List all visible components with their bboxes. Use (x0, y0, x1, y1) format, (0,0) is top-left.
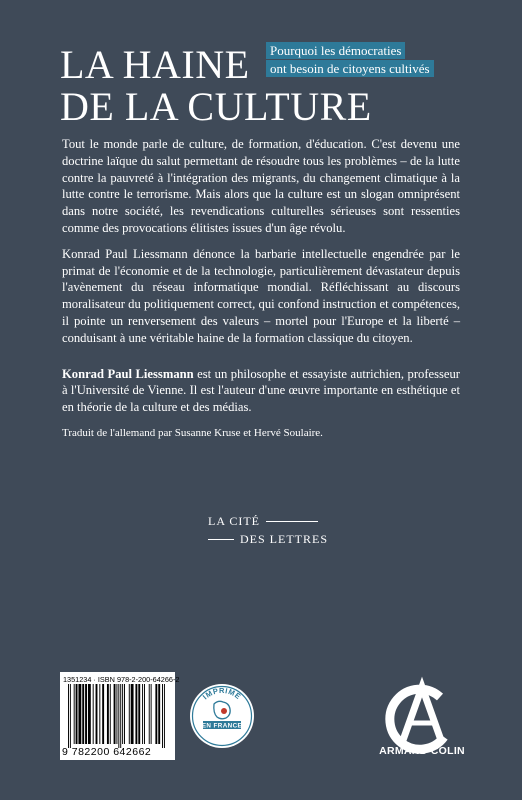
badge-bottom-text: EN FRANCE (201, 722, 243, 730)
barcode-bar (135, 684, 137, 744)
barcode-bar (144, 684, 145, 744)
imprime-en-france-badge-icon (189, 683, 255, 749)
barcode-bar (114, 684, 116, 744)
barcode-bar (96, 684, 98, 744)
blurb-paragraph-1: Tout le monde parle de culture, de formation, d'éducation. C'est devenu une doctrine laïque du salut permettant de résoudre tous les problèmes – de la lutte contre la pauvreté à l'intégration des migrants, du changement climatique à la lutte contre le terrorisme. Mais alors que la culture est un slogan omniprésent dans notre société, les revendications culturelles sérieuses sont ressenties comme des provocations élitistes issues d'un âge révolu. (62, 137, 460, 235)
barcode-bar (110, 684, 111, 744)
barcode-bar (158, 684, 160, 744)
barcode-bar (164, 684, 165, 748)
barcode-bar (124, 684, 125, 744)
collection-rule-1 (266, 521, 318, 522)
title-line-1: LA HAINE (60, 42, 250, 87)
badge-top-text: IMPRIMÉ (200, 686, 243, 702)
barcode-bar (151, 684, 152, 744)
barcode-bar (85, 684, 87, 744)
barcode-bar (82, 684, 84, 744)
author-bio-text: est un philosophe et essayiste autrichien, professeur à l'Université de Vienne. Il est l'auteur d'une œuvre importante en esthétique et en théorie de la culture et des médias. (62, 366, 460, 415)
blurb (62, 136, 460, 449)
barcode-bar (155, 684, 157, 744)
barcode-bar (102, 684, 104, 744)
barcode-bar (131, 684, 134, 744)
barcode-bar (74, 684, 75, 744)
barcode-bar (116, 684, 117, 744)
publisher-name: ARMAND COLIN (379, 745, 465, 757)
blurb-paragraph-2: Konrad Paul Liessmann dénonce la barbarie intellectuelle engendrée par le primat de l'économie et de la technologie, particulièrement dévastateur depuis l'avènement du réseau informatique mondial. Réfléchissant au discours moralisateur du politiquement correct, qui confond instruction et compétences, il pointe un renversement des valeurs – mortel pour l'Europe et la liberté – conduisant à une véritable haine de la formation classique du citoyen. (62, 246, 460, 345)
barcode-bar (78, 684, 81, 744)
barcode-bar (129, 684, 130, 744)
barcode-bar (118, 684, 119, 748)
translation-credit: Traduit de l'allemand par Susanne Kruse et Hervé Soulaire. (62, 426, 323, 439)
barcode-bar (162, 684, 163, 748)
author-name: Konrad Paul Liessmann (62, 366, 194, 381)
collection-line-2: DES LETTRES (240, 531, 328, 546)
subtitle-line-2: ont besoin de citoyens cultivés (266, 60, 434, 77)
title-line-2: DE LA CULTURE (60, 84, 372, 129)
collection-line-1: LA CITÉ (208, 513, 260, 528)
barcode-bar (149, 684, 150, 744)
collection-name (208, 512, 328, 548)
barcode-bar (93, 684, 94, 744)
barcode-block (60, 672, 180, 760)
author-bio (62, 366, 460, 416)
barcode-bar (142, 684, 143, 744)
barcode-bar (138, 684, 140, 744)
barcode-bar (88, 684, 91, 744)
barcode-bar (107, 684, 109, 744)
collection-rule-2 (208, 539, 234, 540)
barcode-bar (68, 684, 69, 748)
barcode-bar (70, 684, 71, 748)
isbn-text: 1351234 · ISBN 978-2-200-64266-2 (63, 675, 180, 684)
barcode-bar (122, 684, 123, 744)
barcode-bar (76, 684, 78, 744)
barcode-digits: 9 782200 642662 (62, 746, 152, 758)
book-subtitle (266, 42, 434, 78)
barcode-bar (120, 684, 121, 748)
subtitle-line-1: Pourquoi les démocraties (266, 42, 405, 59)
barcode-bar (99, 684, 100, 744)
